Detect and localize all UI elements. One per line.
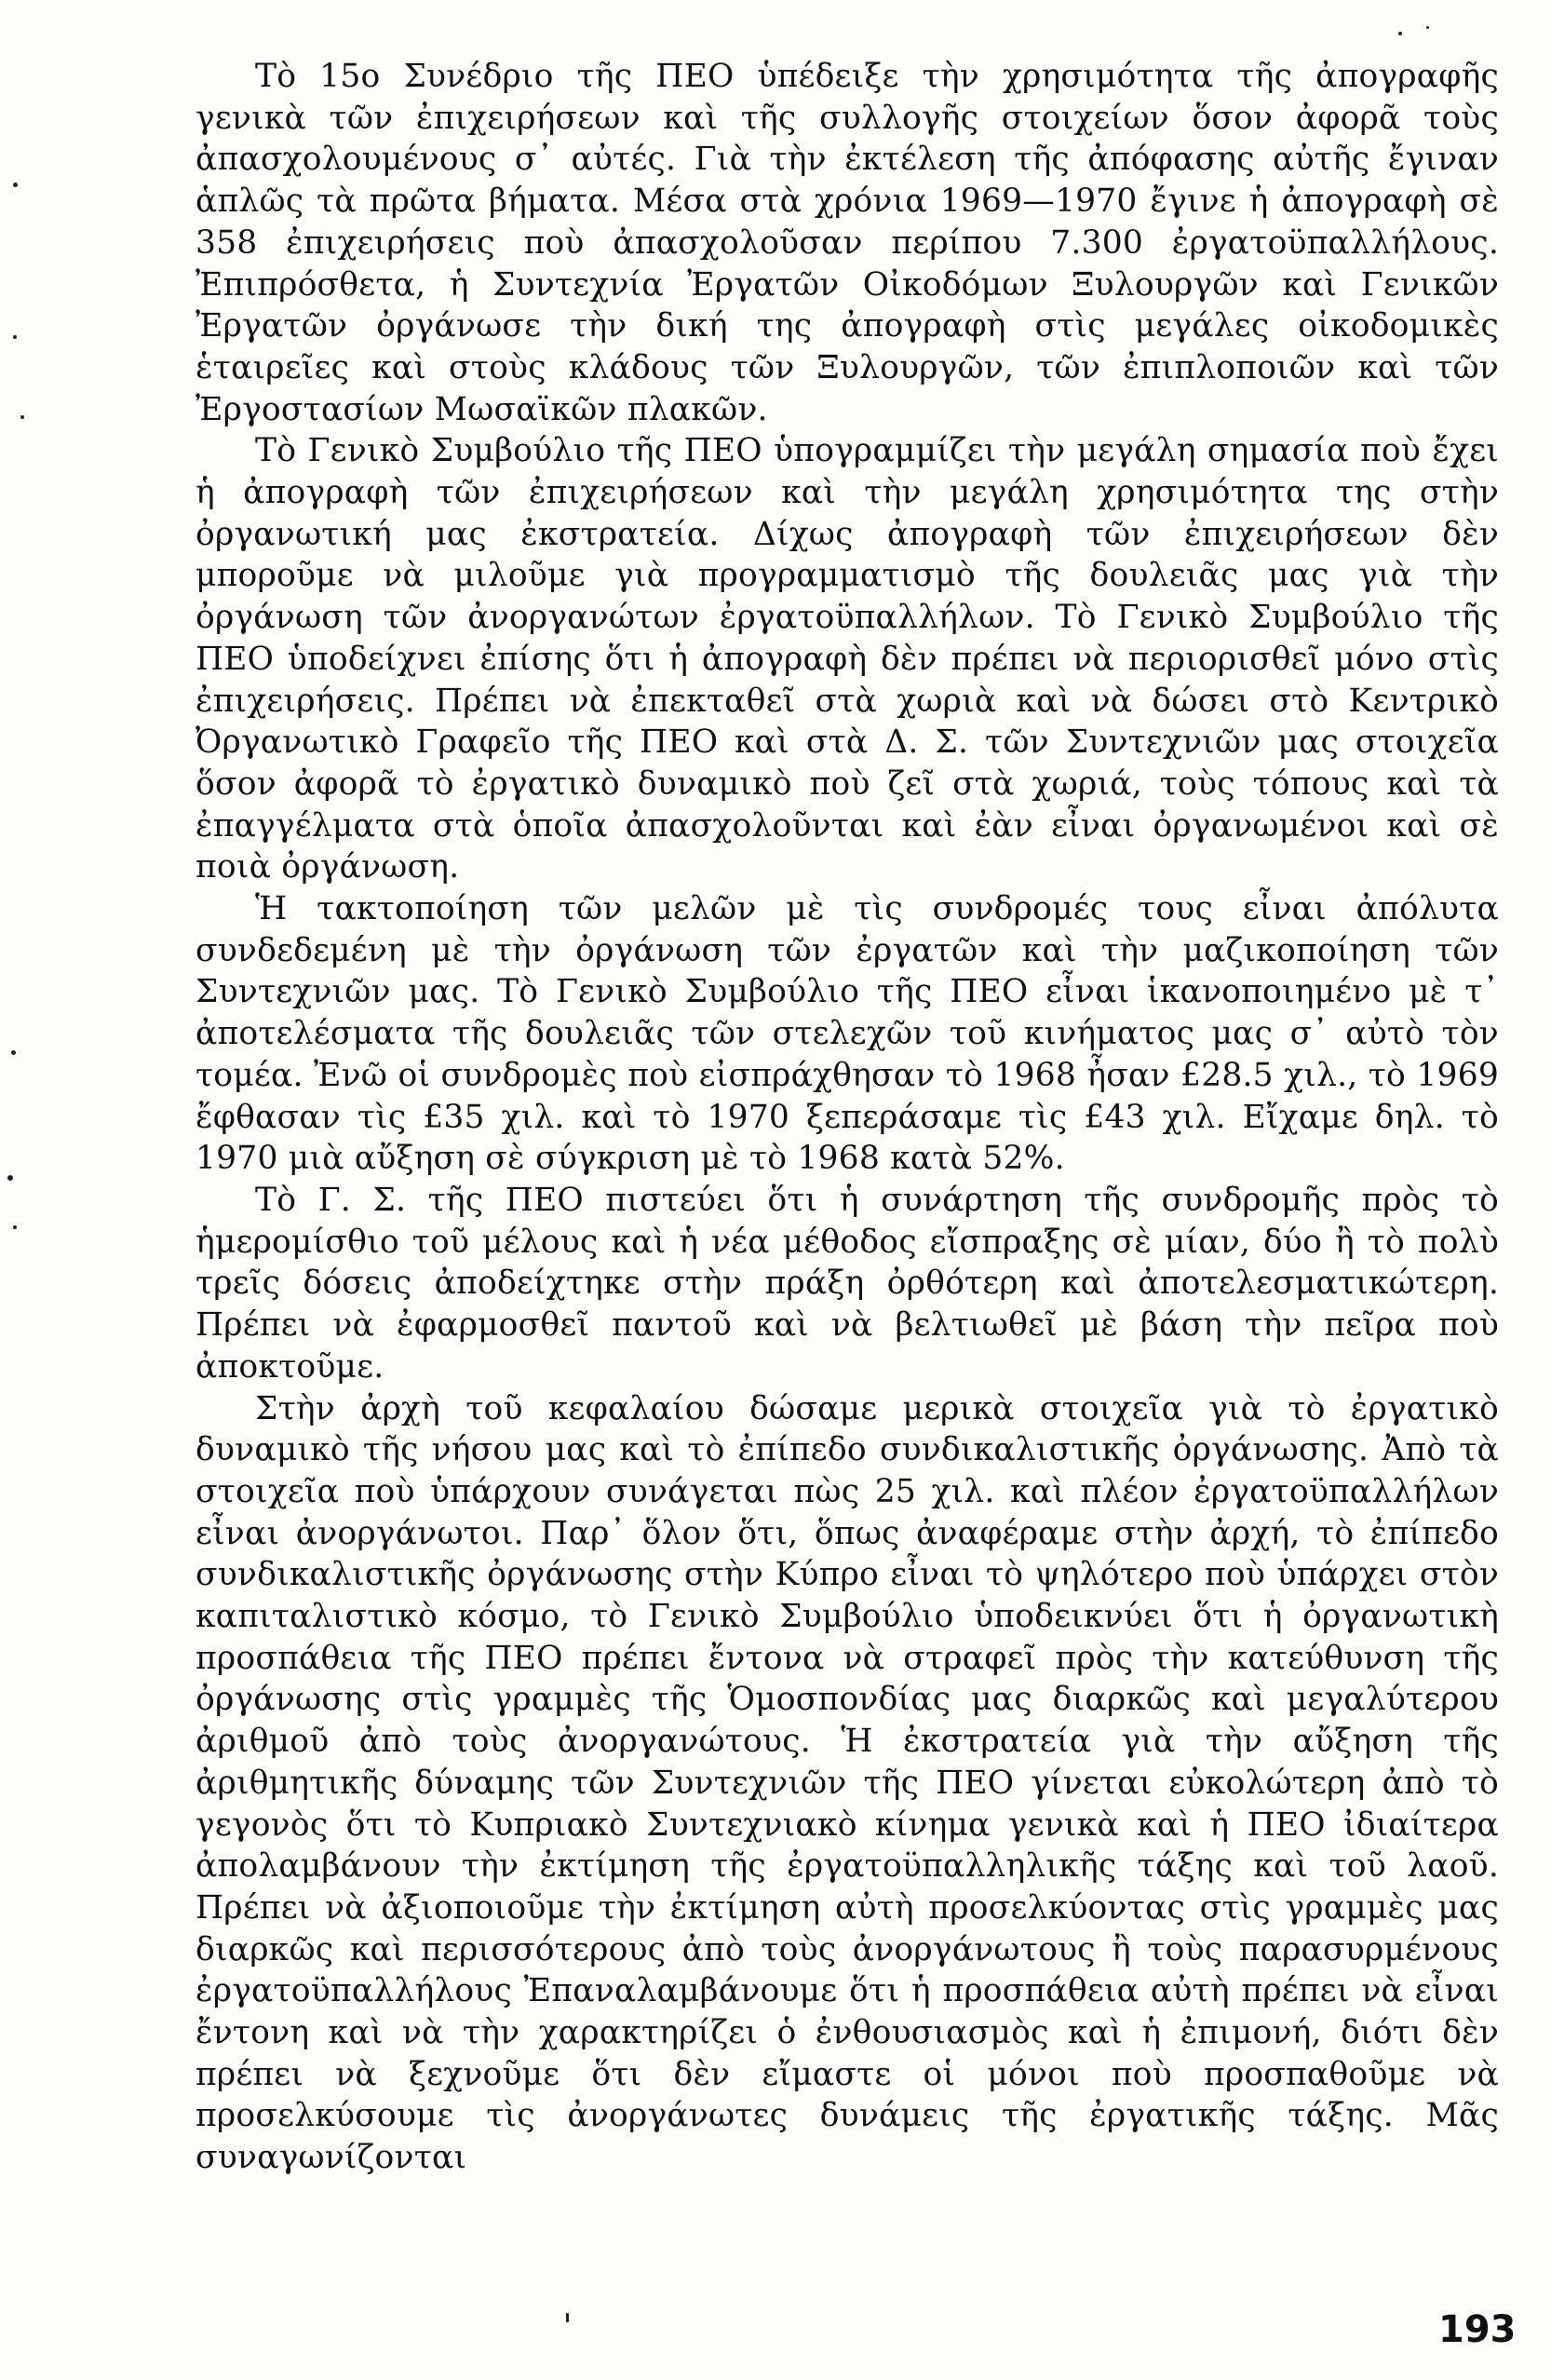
scan-speck <box>566 2313 569 2322</box>
body-text <box>196 56 1499 2179</box>
scan-speck <box>1426 26 1429 29</box>
scan-speck <box>7 1175 13 1181</box>
paragraph-unorganized-workers: Στὴν ἀρχὴ τοῦ κεφαλαίου δώσαμε μερικὰ στοιχεῖα γιὰ τὸ ἐργατικὸ δυναμικὸ τῆς νήσου μας καὶ τὸ ἐπίπεδο συνδικαλιστικῆς ὀργάνωσης. Ἀπὸ τὰ στοιχεῖα ποὺ ὑπάρχουν συνάγεται πὼς 25 χιλ. καὶ πλέον ἐργατοϋπαλλήλων εἶναι ἀνοργάνωτοι. Παρ᾽ ὅλον ὅτι, ὅπως ἀναφέραμε στὴν ἀρχή, τὸ ἐπίπεδο συνδικαλιστικῆς ὀργάνωσης στὴν Κύπρο εἶναι τὸ ψηλότερο ποὺ ὑπάρχει στὸν καπιταλιστικὸ κόσμο, τὸ Γενικὸ Συμβούλιο ὑποδεικνύει ὅτι ἡ ὀργανωτικὴ προσπάθεια τῆς ΠΕΟ πρέπει ἔντονα νὰ στραφεῖ πρὸς τὴν κατεύθυνση τῆς ὀργάνωσης στὶς γραμμὲς τῆς Ὁμοσπονδίας μας διαρκῶς καὶ μεγαλύτερου ἀριθμοῦ ἀπὸ τοὺς ἀνοργανώτους. Ἡ ἐκστρατεία γιὰ τὴν αὔξηση τῆς ἀριθμητικῆς δύναμης τῶν Συντεχνιῶν τῆς ΠΕΟ γίνεται εὐκολώτερη ἀπὸ τὸ γεγονὸς ὅτι τὸ Κυπριακὸ Συντεχνιακὸ κίνημα γενικὰ καὶ ἡ ΠΕΟ ἰδιαίτερα ἀπολαμβάνουν τὴν ἐκτίμηση τῆς ἐργατοϋπαλληλικῆς τάξης καὶ τοῦ λαοῦ. Πρέπει νὰ ἀξιοποιοῦμε τὴν ἐκτίμηση αὐτὴ προσελκύοντας στὶς γραμμὲς μας διαρκῶς καὶ περισσότερους ἀπὸ τοὺς ἀνοργάνωτους ἢ τοὺς παρασυρμένους ἐργατοϋπαλλήλους Ἐπαναλαμβάνουμε ὅτι ἡ προσπάθεια αὐτὴ πρέπει νὰ εἶναι ἔντονη καὶ νὰ τὴν χαρακτηρίζει ὁ ἐνθουσιασμὸς καὶ ἡ ἐπιμονή, διότι δὲν πρέπει νὰ ξεχνοῦμε ὅτι δὲν εἴμαστε οἱ μόνοι ποὺ προσπαθοῦμε νὰ προσελκύσουμε τὶς ἀνοργάνωτες δυνάμεις τῆς ἐργατικῆς τάξης. Μᾶς συναγωνίζονται <box>196 1389 1499 2177</box>
paragraph-census: Τὸ 15ο Συνέδριο τῆς ΠΕΟ ὑπέδειξε τὴν χρησιμότητα τῆς ἀπογραφῆς γενικὰ τῶν ἐπιχειρήσεων καὶ τῆς συλλογῆς στοιχείων ὅσον ἀφορᾶ τοὺς ἀπασχολουμένους σ᾽ αὐτές. Γιὰ τὴν ἐκτέλεση τῆς ἀπόφασης αὐτῆς ἔγιναν ἁπλῶς τὰ πρῶτα βήματα. Μέσα στὰ χρόνια 1969—1970 ἔγινε ἡ ἀπογραφὴ σὲ 358 ἐπιχειρήσεις ποὺ ἀπασχολοῦσαν περίπου 7.300 ἐργατοϋπαλλήλους. Ἐπιπρόσθετα, ἡ Συντεχνία Ἐργατῶν Οἰκοδόμων Ξυλουργῶν καὶ Γενικῶν Ἐργατῶν ὀργάνωσε τὴν δική της ἀπογραφὴ στὶς μεγάλες οἰκοδομικὲς ἑταιρεῖες καὶ στοὺς κλάδους τῶν Ξυλουργῶν, τῶν ἐπιπλοποιῶν καὶ τῶν Ἐργοστασίων Μωσαϊκῶν πλακῶν. <box>196 58 1499 428</box>
scan-speck <box>13 1225 17 1229</box>
scan-speck <box>11 1050 16 1055</box>
paragraph-subscriptions: Ἡ τακτοποίηση τῶν μελῶν μὲ τὶς συνδρομές τους εἶναι ἀπόλυτα συνδεδεμένη μὲ τὴν ὀργάνωση τῶν ἐργατῶν καὶ τὴν μαζικοποίηση τῶν Συντεχνιῶν μας. Τὸ Γενικὸ Συμβούλιο τῆς ΠΕΟ εἶναι ἱκανοποιημένο μὲ τ᾽ ἀποτελέσματα τῆς δουλειᾶς τῶν στελεχῶν τοῦ κινήματος μας σ᾽ αὐτὸ τὸν τομέα. Ἐνῶ οἱ συνδρομὲς ποὺ εἰσπράχθησαν τὸ 1968 ἦσαν £28.5 χιλ., τὸ 1969 ἔφθασαν τὶς £35 χιλ. καὶ τὸ 1970 ξεπεράσαμε τὶς £43 χιλ. Εἴχαμε δηλ. τὸ 1970 μιὰ αὔξηση σὲ σύγκριση μὲ τὸ 1968 κατὰ 52%. <box>196 890 1499 1178</box>
scan-speck <box>13 183 18 187</box>
paragraph-general-council-census: Τὸ Γενικὸ Συμβούλιο τῆς ΠΕΟ ὑπογραμμίζει τὴν μεγάλη σημασία ποὺ ἔχει ἡ ἀπογραφὴ τῶν ἐπιχειρήσεων καὶ τὴν μεγάλη χρησιμότητα της στὴν ὀργανωτική μας ἐκστρατεία. Δίχως ἀπογραφὴ τῶν ἐπιχειρήσεων δὲν μποροῦμε νὰ μιλοῦμε γιὰ προγραμματισμὸ τῆς δουλειᾶς μας γιὰ τὴν ὀργάνωση τῶν ἀνοργανώτων ἐργατοϋπαλλήλων. Τὸ Γενικὸ Συμβούλιο τῆς ΠΕΟ ὑποδείχνει ἐπίσης ὅτι ἡ ἀπογραφὴ δὲν πρέπει νὰ περιορισθεῖ μόνο στὶς ἐπιχειρήσεις. Πρέπει νὰ ἐπεκταθεῖ στὰ χωριὰ καὶ νὰ δώσει στὸ Κεντρικὸ Ὀργανωτικὸ Γραφεῖο τῆς ΠΕΟ καὶ στὰ Δ. Σ. τῶν Συντεχνιῶν μας στοιχεῖα ὅσον ἀφορᾶ τὸ ἐργατικὸ δυναμικὸ ποὺ ζεῖ στὰ χωριά, τοὺς τόπους καὶ τὰ ἐπαγγέλματα στὰ ὁποῖα ἀπασχολοῦνται καὶ ἐὰν εἶναι ὀργανωμένοι καὶ σὲ ποιὰ ὀργάνωση. <box>196 432 1499 886</box>
paragraph-payment-method: Τὸ Γ. Σ. τῆς ΠΕΟ πιστεύει ὅτι ἡ συνάρτηση τῆς συνδρομῆς πρὸς τὸ ἡμερομίσθιο τοῦ μέλους καὶ ἡ νέα μέθοδος εἴσπραξης σὲ μίαν, δύο ἢ τὸ πολὺ τρεῖς δόσεις ἀποδείχτηκε στὴν πράξη ὀρθότερη καὶ ἀποτελεσματικώτερη. Πρέπει νὰ ἐφαρμοσθεῖ παντοῦ καὶ νὰ βελτιωθεῖ μὲ βάση τὴν πεῖρα ποὺ ἀποκτοῦμε. <box>196 1181 1499 1386</box>
scan-speck <box>20 415 24 419</box>
scan-speck <box>13 335 17 339</box>
scan-speck <box>1398 32 1402 35</box>
page-number: 193 <box>1438 2308 1517 2351</box>
